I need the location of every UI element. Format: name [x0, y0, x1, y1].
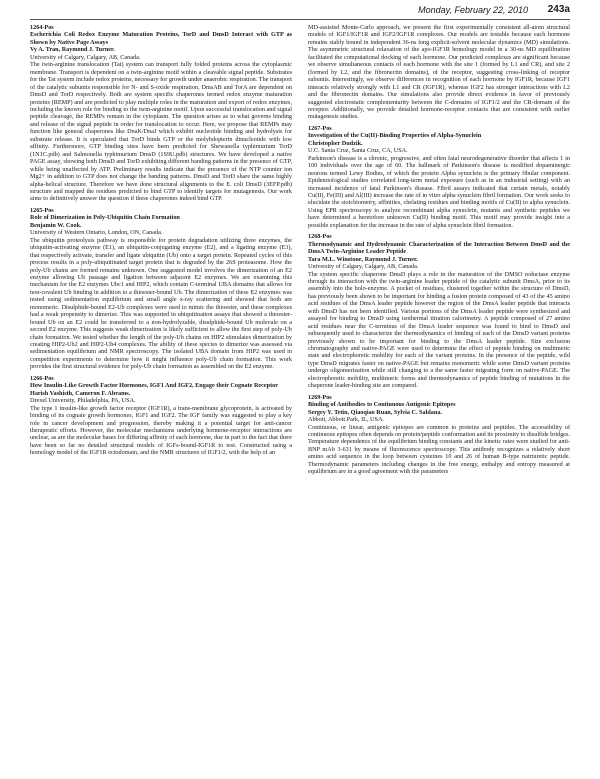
abstract-affiliation: Drexel University, Philadelphia, PA, USA.	[30, 397, 136, 405]
abstract-1265	[30, 207, 292, 371]
abstract-id: 1269-Pos	[308, 393, 332, 401]
abstract-id: 1264-Pos	[30, 24, 54, 31]
abstract-title: Investigation of the Cu(II)-Binding Properties of Alpha-Synuclein	[308, 132, 482, 140]
abstract-affiliation: Abbott, Abbott Park, IL, USA.	[308, 416, 384, 424]
abstract-body: The twin-arginine translocation (Tat) system can transport fully folded proteins across the cytoplasmic membrane. Transport is dependent on a twin-arginine motif within a cleavable signal peptide. Substrates for the Tat system include redox proteins, necessary for growth under anaerobic respiration. The transport of the catalytic subunits responsible for N- and S-oxide respiration, DmsAB and TorA are dependent on DmsD and TorD respectively. Both are system specific chaperones termed redox enzyme maturation proteins (REMP) and are predicted to play multiple roles in the maturation and export of redox enzymes, including the known role for binding to the twin-arginine motif. Upon successful translocation and signal peptide cleavage, the REMPs remain in the cytoplasm. The question arises as to what governs binding and release of the signal peptide in order for translocation to occur. Here, we propose that REMPs may function like general chaperones like DnaK/DnaJ which exhibit nucleotide binding and hydrolysis for substrate release. It is speculated that TorD binds GTP or the molybdopterin dinucleotide with low affinity. Furthermore, GTP binding sites have been predicted for Shewanella typhimurium TorD (1N1C.pdb) and Salmonella typhimurium DmsD (1S9U.pdb) structures. We have developed a native PAGE assay, showing both DmsD and TorD exhibiting different banding patterns in the presence of GTP, while being unaffected by ATP. Preliminary results indicate that the presence of the NTP counter ion Mg2+ in addition to GTP does not change the banding patterns. DmsD and TorD share the same highly alpha-helical structure. Therefore we have done structural alignments to the E. coli DmsD (3EFP.pdb) structure and mapped the residues predicted to bind GTP to identify targets for mutagenesis. Our work aims to definitively answer the question if these chaperones indeed bind GTP.	[30, 61, 292, 203]
abstract-1266-continued: MD-assisted Monte-Carlo approach, we present the first experimentally consistent all-atom structural models of IGF1/IGF1R and IGF2/IGF1R complexes. Our models are testable because each hormone remains stably bound in independent 36-ns long explicit-solvent molecular dynamics (MD) simulations. The asymmetric structural relaxation of the apo-IGF1R homology model in a 30-ns MD equilibration facilitated the computational docking of each hormone. Our predicted complexes are significant because we observe simultaneous contacts of each hormone with the site 1 (formed by L1 and CR), and site 2 (formed by L2, and the fibronectin domains), of the receptor, suggesting cross-linking of receptor subunits. Interestingly, we observe differences in recognition of each hormone by IGF1R, because IGF1 interacts relatively strongly with L1 and CR (IGF1R), whereas IGF2 has stronger interactions with L2 and the fibronectin domains. Our simulations also provide direct evidence in favor of previously suggested electrostatic complementarity between the C-domains of IGF1/2 and the CR-domain of the receptor. Additionally, we provide detailed hormone-receptor contacts that are consistent with earlier mutagenesis studies.	[308, 24, 570, 121]
abstract-id: 1266-Pos	[30, 374, 54, 382]
abstract-authors: Sergey Y. Tetin, Qiaoqiao Ruan, Sylvia C. Saldana.	[308, 408, 442, 416]
abstract-authors: Vy A. Tran, Raymond J. Turner.	[30, 46, 115, 54]
abstract-authors: Benjamin W. Cook.	[30, 221, 82, 229]
abstract-title: Role of Dimerization in Poly-Ubiquitin Chain Formation	[30, 214, 180, 222]
abstract-authors: Tara M.L. Winstone, Raymond J. Turner.	[308, 255, 418, 263]
abstract-authors: Christopher Dudzik.	[308, 139, 363, 147]
page-number: 243a	[547, 4, 570, 15]
abstract-1266	[30, 375, 292, 457]
abstract-body: The ubiquitin proteolysis pathway is responsible for protein degradation utilizing three enzymes, the ubiquitin-activating enzyme (E1), an ubiquitin-conjugating enzyme (E2), and a ligating enzyme (E3), that respectively activate, transfer and ligate ubiquitin (Ub) onto a target protein. Repeated cycles of this process results in a poly-ubiquitinated target protein that is degraded by the 26S proteasome. How the poly-Ub chains are formed remains unknown. One suggested model involves the dimerization of an E2 enzyme allowing Ub passage and ligation between adjacent E2 enzymes. We are examining this mechanism for the E2 enzymes Ubc1 and HIP2, which contain C-terminal UBA domains that allows for non-covalent Ub binding in addition to a thioester-bound Ub. The dimerization of these E2 enzymes was tested using sedimentation equilibrium and small angle x-ray scattering and showed that both are monomeric. Disulphide-bound E2-Ub complexes were used to mimic the thioester, and these complexes had a weak propensity to dimerize. This was supported in ubiquitination assays that showed a thioester-bound Ub on an E2 could be transferred to a non-hydrolyzable, disulphide-bound Ub molecule on a second E2 enzyme. This suggests weak dimerization is likely sufficient to allow the first step of poly-Ub chain formation. We tested whether the length of the poly-Ub chains on HIP2 stimulates dimerization by creating HIP2-Ub2 and HIP2-Ub4 complexes. The ability of these species to dimerize was assessed via sedimentation equilibrium and NMR spectroscopy. The isolated UBA domain from HIP2 was used in competition experiments to determine how it might influence poly-Ub chain formation. This work provides the first structural evidence for poly-Ub chain formation as assembled on the E2 enzyme.	[30, 236, 292, 371]
abstract-affiliation: University of Calgary, Calgary, AB, Canada.	[308, 263, 419, 271]
abstract-body: The system specific chaperone DmsD plays a role in the maturation of the DMSO reductase enzyme through its interaction with the twin-arginine leader peptide of the catalytic subunit DmsA, prior to its assembly into the holo-enzyme. A pocket of residues, clustered together within the structure of DmsD, has previously been shown to be important for binding a fusion protein composed of 43 of the 45 amino acid residues of the DmsA leader peptide however the region of the DmsA leader peptide that interacts with DmsD has not been identified. Various portions of the DmsA leader peptide were synthesized and assayed for binding to DmsD using isothermal titration calorimetry. A peptide composed of 27 amino acid residues near the C-terminus of the DmsA leader sequence was found to bind to DmsD and subsequently used to characterize the thermodynamics of binding of each of the DmsD variant proteins previously shown to be important for binding to the DmsA leader peptide. Size exclusion chromatography and native-PAGE were used to determine the effect of peptide binding on multimeric state and electrophoretic mobility for each of the variant proteins. In the presence of the peptide, wild type DmsD migrates faster on native-PAGE but remains monomeric while some DmsD variant proteins undergo oligomerization while still changing to a the same faster migrating form on native-PAGE. The electrophoretic mobility, multimeric forms and thermodynamics of peptide binding of mutations in the chaperone leader-binding site are compared.	[308, 270, 570, 390]
abstract-authors: Harish Vashisth, Cameron F. Abrams.	[30, 389, 131, 397]
abstract-body: The type 1 insulin-like growth factor receptor (IGF1R), a trans-membrane glycoprotein, is activated by binding of its cognate growth hormones, IGF1 and IGF2. The IGF family was suggested to play a key role in cancer development and progression, thereby making it a potential target for anti-cancer therapeutic efforts. However, the molecular mechanisms underlying hormone-receptor interactions are unclear, as are the molecular bases for differing affinity of each hormone, due in part to the fact that there have been so far no detailed structural models of IGFs-bound-IGF1R to test. Constructed using a homology model of the IGF1R ectodomain, and the NMR structures of IGF1/2, with the help of an	[30, 404, 292, 457]
abstract-title: Thermodynamic and Hydrodynamic Characterization of the Interaction Between DmsD and the DmsA Twin-Arginine Leader Peptide	[308, 240, 570, 256]
abstract-title: How Insulin-Like Growth Factor Hormones, IGF1 And IGF2, Engage their Cognate Receptor	[30, 382, 279, 390]
abstract-id: 1265-Pos	[30, 206, 54, 214]
left-column	[30, 24, 292, 771]
abstract-affiliation: University of Calgary, Calgary, AB, Canada.	[30, 53, 141, 61]
header-rule	[30, 19, 570, 20]
abstract-id: 1267-Pos	[308, 124, 332, 132]
abstract-id: 1268-Pos	[308, 233, 332, 241]
abstract-1264	[30, 24, 292, 203]
abstract-title: Binding of Antibodies to Continuous Antigenic Epitopes	[308, 401, 456, 409]
running-header	[30, 4, 570, 18]
abstract-1269	[308, 394, 570, 476]
right-column	[308, 24, 570, 771]
abstract-title: Escherichia Coli Redox Enzyme Maturation Proteins, TorD and DmsD Interact with GTP as Shown by Native Page Assays	[30, 31, 292, 46]
header-date: Monday, February 22, 2010	[418, 5, 528, 15]
abstract-1267	[308, 125, 570, 229]
abstract-body: Parkinson's disease is a chronic, progressive, and often fatal neurodegenerative disorder that affects 1 in 100 individuals over the age of 60. The hallmark of Parkinson's disease is modified dopaminergic neurons termed Lewy Bodies, of which the protein Alpha synuclein is the primary fibular component. Epidemiological studies correlated long-term metal exposure (such as in an industrial setting) with an increased incidence of fatal Parkinson's disease. Fibril assays indicated that certain metals, notably Cu(II), Fe(III) and Al(III) increase the rate of in vitro alpha synuclein fibril formation. Our work seeks to elucidate the stoichiometry, affinities, chelating residues and binding motifs of Cu(II) to alpha synuclein. Using EPR spectroscopy to analyze recombinant alpha synuclein, mutants and synthetic peptides we have determined a heretofore unknown Cu(II) binding motif. This motif may provide insight into a possible explanation for the increase in the rate of alpha synuclein fibril formation.	[308, 154, 570, 229]
abstract-body: Continuous, or linear, antigenic epitopes are common to proteins and peptides. The accessibility of continuous epitopes often depends on protein/peptide conformation and its proximity to disulfide bridges. Temperature dependence of the equilibrium binding constants and the kinetic rates were studied for anti-BNP mAb 3-631 by means of fluorescence spectroscopy. This antibody recognizes a relatively short amino acid sequence in the loop between cysteines 10 and 26 of human B-type natriuretic peptide. Thermodynamic parameters including changes in the free energy, enthalpy and entropy measured at equilibrium are in a good agreement with the parameters	[308, 423, 570, 476]
abstract-1268	[308, 233, 570, 390]
abstract-affiliation: U.C. Santa Cruz, Santa Cruz, CA, USA.	[308, 147, 408, 155]
abstract-affiliation: University of Western Ontario, London, ON, Canada.	[30, 229, 163, 237]
